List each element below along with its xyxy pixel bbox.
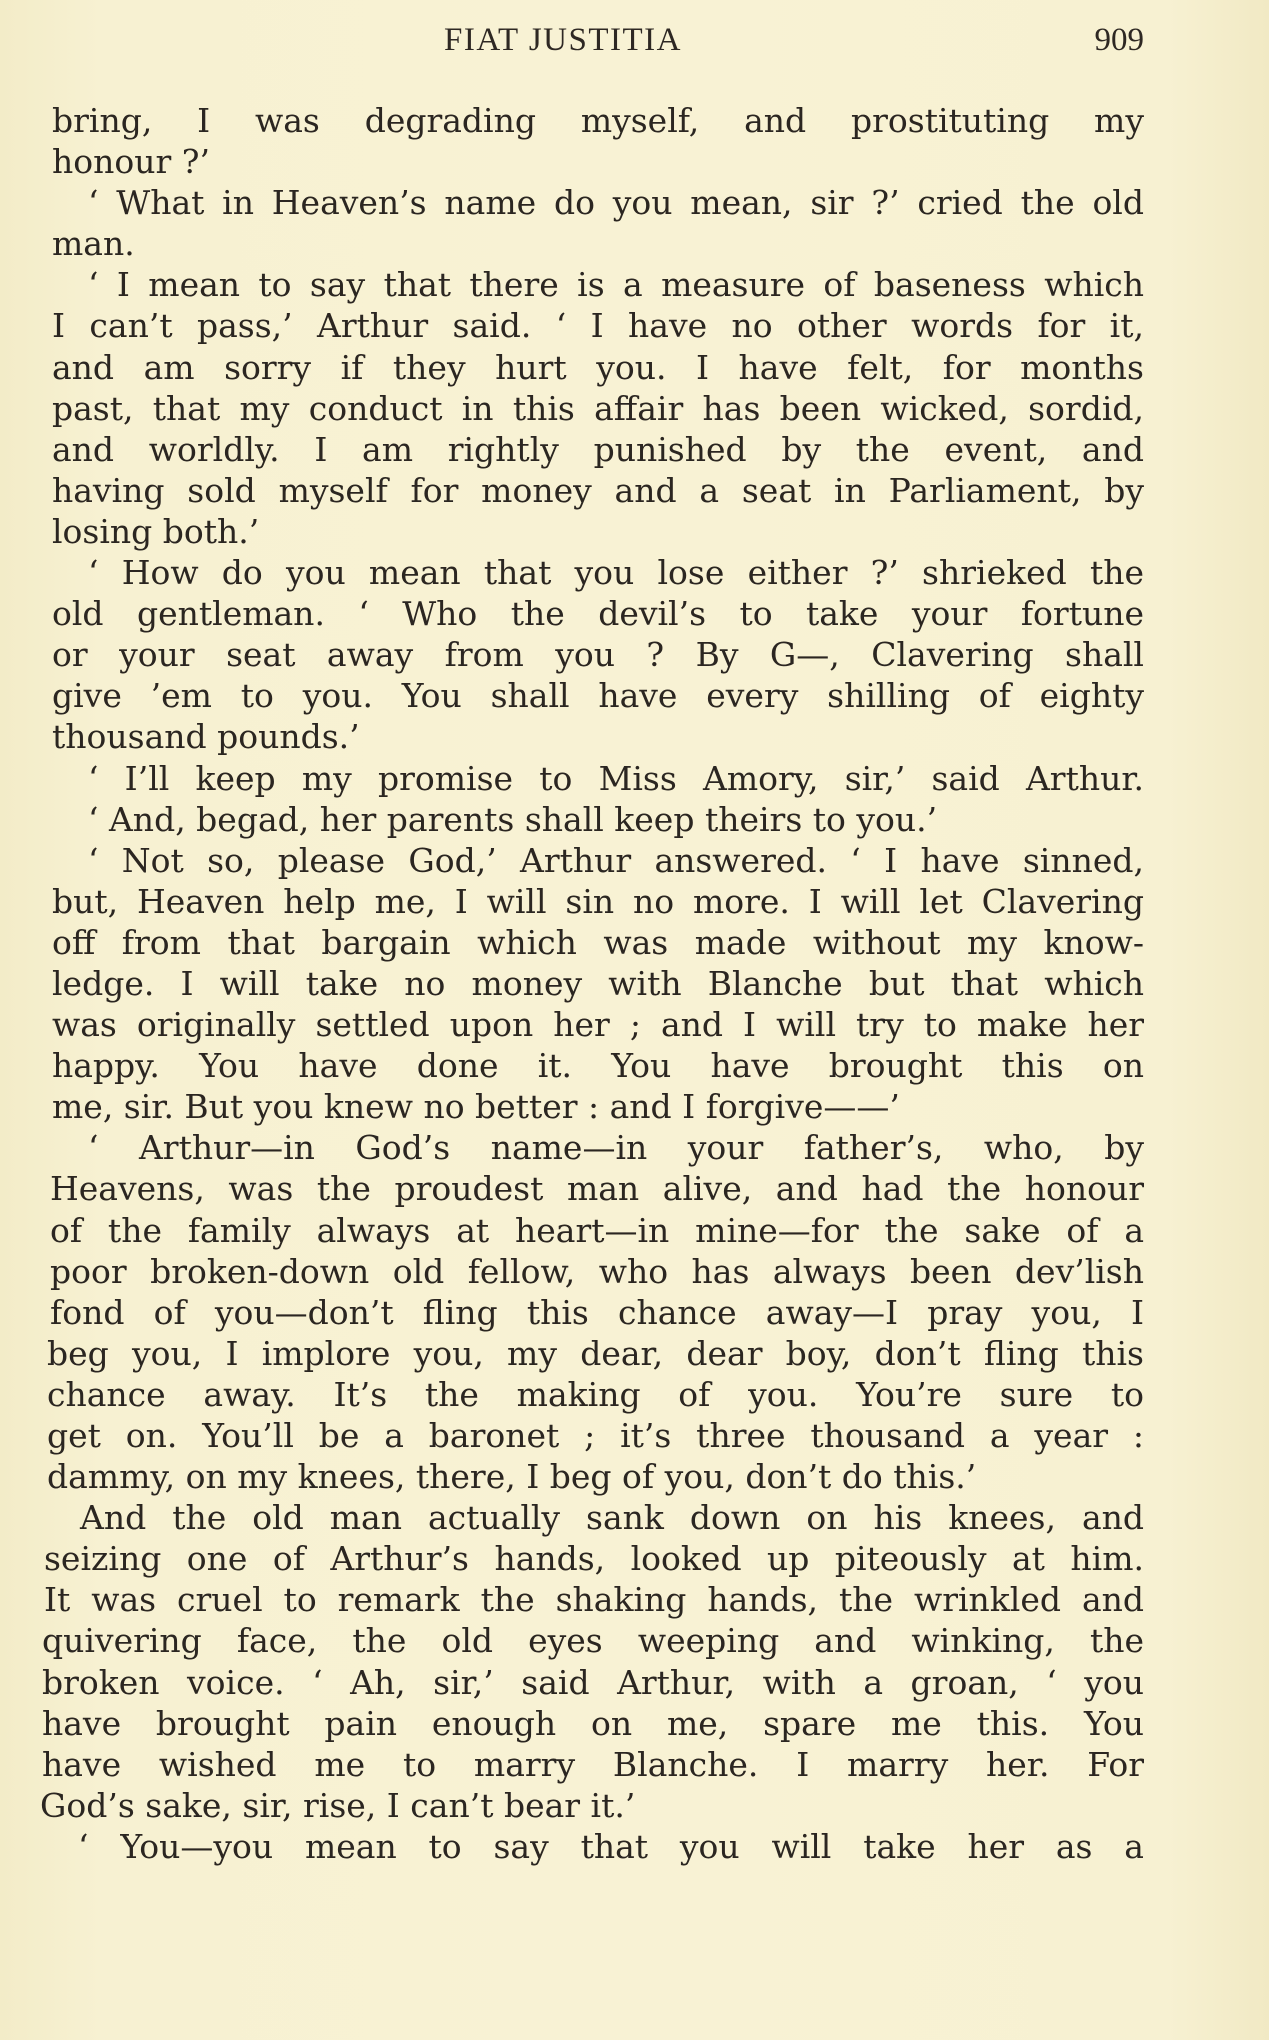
text-line: of the family always at heart—in mine—for the sake of a — [50, 1210, 1144, 1250]
text-line: I can’t pass,’ Arthur said. ‘ I have no other words for it, — [52, 306, 1144, 346]
text-line: old gentleman. ‘ Who the devil’s to take your fortune — [52, 594, 1144, 634]
text-line: chance away. It’s the making of you. You’re sure to — [47, 1374, 1144, 1414]
text-line: and worldly. I am rightly punished by the event, and — [52, 429, 1144, 469]
page-number: 909 — [1094, 22, 1144, 58]
text-line: give ’em to you. You shall have every shilling of eighty — [52, 676, 1144, 716]
text-line: It was cruel to remark the shaking hands, the wrinkled and — [44, 1580, 1144, 1620]
text-line: seizing one of Arthur’s hands, looked up piteously at him. — [44, 1539, 1144, 1579]
text-line: And the old man actually sank down on his knees, and — [80, 1498, 1144, 1538]
text-line: ‘ I mean to say that there is a measure of baseness which — [88, 265, 1144, 305]
text-line: ‘ Not so, please God,’ Arthur answered. ‘ I have sinned, — [88, 840, 1144, 880]
body-text — [40, 100, 1144, 1867]
text-line: having sold myself for money and a seat in Parliament, by — [52, 470, 1144, 510]
text-line: ‘ What in Heaven’s name do you mean, sir ?’ cried the old — [88, 183, 1144, 223]
text-line: ‘ I’ll keep my promise to Miss Amory, sir,’ said Arthur. — [88, 758, 1144, 798]
text-line: and am sorry if they hurt you. I have felt, for months — [52, 347, 1144, 387]
running-title: FIAT JUSTITIA — [444, 22, 682, 58]
text-line: but, Heaven help me, I will sin no more. I will let Clavering — [52, 881, 1144, 921]
text-line: me, sir. But you knew no better : and I forgive——’ — [52, 1087, 900, 1127]
text-line: or your seat away from you ? By G—, Clavering shall — [52, 635, 1144, 675]
text-line: losing both.’ — [52, 511, 260, 551]
text-line: was originally settled upon her ; and I will try to make her — [52, 1005, 1144, 1045]
running-head — [52, 22, 1144, 64]
text-line: off from that bargain which was made without my know- — [52, 922, 1144, 962]
text-line: have wished me to marry Blanche. I marry her. For — [42, 1744, 1144, 1784]
text-line: beg you, I implore you, my dear, dear boy, don’t fling this — [47, 1333, 1144, 1373]
text-line: God’s sake, sir, rise, I can’t bear it.’ — [40, 1785, 636, 1825]
text-line: happy. You have done it. You have brought this on — [52, 1046, 1144, 1086]
text-line: ‘ And, begad, her parents shall keep theirs to you.’ — [88, 799, 938, 839]
text-line: past, that my conduct in this affair has been wicked, sordid, — [52, 388, 1144, 428]
text-line: ledge. I will take no money with Blanche but that which — [52, 963, 1144, 1003]
text-line: thousand pounds.’ — [52, 717, 360, 757]
text-line: Heavens, was the proudest man alive, and had the honour — [50, 1169, 1144, 1209]
text-line: fond of you—don’t fling this chance away—I pray you, I — [50, 1292, 1144, 1332]
text-line: bring, I was degrading myself, and prostituting my — [52, 101, 1144, 140]
text-line: broken voice. ‘ Ah, sir,’ said Arthur, with a groan, ‘ you — [42, 1662, 1144, 1702]
text-line: man. — [52, 224, 135, 264]
text-line: have brought pain enough on me, spare me this. You — [42, 1703, 1144, 1743]
text-line: quivering face, the old eyes weeping and winking, the — [42, 1621, 1144, 1661]
text-line: ‘ Arthur—in God’s name—in your father’s, who, by — [88, 1128, 1144, 1168]
text-line: ‘ You—you mean to say that you will take her as a — [78, 1826, 1144, 1866]
text-line: poor broken-down old fellow, who has always been dev’lish — [50, 1251, 1144, 1291]
text-line: get on. You’ll be a baronet ; it’s three thousand a year : — [47, 1416, 1144, 1455]
text-line: ‘ How do you mean that you lose either ?’ shrieked the — [88, 553, 1144, 593]
text-line: dammy, on my knees, there, I beg of you, don’t do this.’ — [47, 1457, 977, 1497]
text-line: honour ?’ — [52, 142, 210, 182]
